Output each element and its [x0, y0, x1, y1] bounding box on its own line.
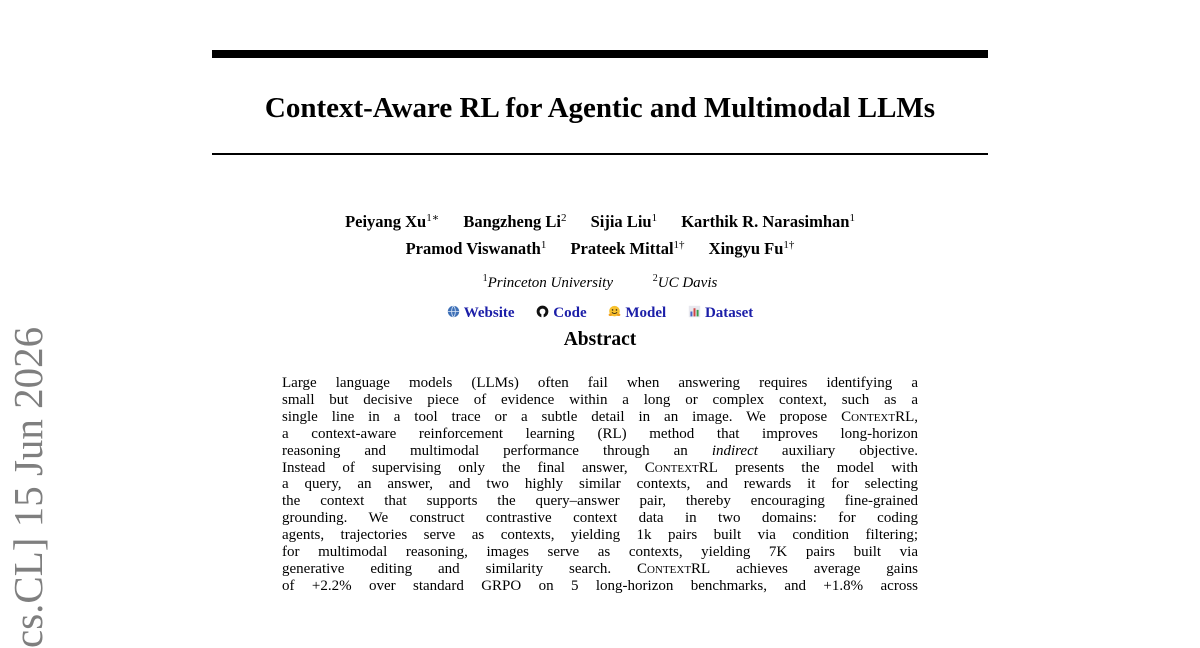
paper-title: Context-Aware RL for Agentic and Multimodal LLMs: [264, 92, 936, 124]
abstract-line: generative editing and similarity search. ContextRL achieves average gains: [282, 560, 918, 577]
author-line-1: [212, 208, 988, 235]
affiliation: $^1$Princeton University: [482, 273, 614, 291]
author: Bangzheng Li$^2$: [463, 212, 567, 231]
globe-icon: [447, 305, 460, 318]
abstract-line: the context that supports the query–answer pair, thereby encouraging fine-grained: [282, 493, 918, 510]
abstract-line: reasoning and multimodal performance through an indirect auxiliary objective.: [282, 442, 918, 459]
abstract-line: of +2.2% over standard GRPO on 5 long-horizon benchmarks, and +1.8% across: [282, 577, 918, 594]
author: Prateek Mittal$^{1\dagger}$: [570, 239, 685, 258]
author: Peiyang $Xu^{1∗}$: [345, 212, 440, 231]
abstract-line: single line in a tool trace or a subtle detail in an image. We propose ContextRL,: [282, 408, 918, 425]
author-line-2: [212, 235, 988, 262]
title-top-rule: [212, 50, 988, 58]
method-name: ContextRL: [644, 459, 718, 476]
website-link[interactable]: Website: [447, 305, 519, 321]
emphasis: indirect: [711, 442, 758, 459]
dataset-link[interactable]: Dataset: [688, 305, 753, 321]
affiliations: [212, 272, 988, 294]
hugging-face-icon: [608, 305, 621, 318]
affiliation: $^2$UC Davis: [652, 273, 718, 291]
abstract-line: for multimodal reasoning, images serve as contexts, yielding 7K pairs built via: [282, 544, 918, 561]
bar-chart-icon: [688, 305, 701, 318]
code-link[interactable]: Code: [536, 305, 590, 321]
github-icon: [536, 305, 549, 318]
title-bottom-rule: [212, 153, 988, 155]
author: Pramod Viswanath$^1$: [405, 239, 547, 258]
author: Karthik R. Narasimhan$^1$: [681, 212, 855, 231]
arxiv-stamp: cs.CL] 15 Jun 2026: [5, 326, 51, 648]
author: Xingyu $Fu^{1\dagger}$: [708, 239, 795, 258]
method-name: ContextRL: [841, 408, 915, 425]
abstract-body: [282, 375, 918, 595]
abstract-line: agents, trajectories serve as contexts, yielding 1k pairs built via condition filtering;: [282, 527, 918, 544]
abstract-line: grounding. We construct contrastive context data in two domains: for coding: [282, 510, 918, 527]
abstract-heading: Abstract: [563, 329, 637, 350]
abstract-line: Instead of supervising only the final answer, ContextRL presents the model with: [282, 459, 918, 476]
method-name: ContextRL: [637, 560, 711, 577]
abstract-line: a query, an answer, and two highly similar contexts, and rewards it for selecting: [282, 476, 918, 493]
author-list: [212, 208, 988, 262]
abstract-line: small but decisive piece of evidence within a long or complex context, such as a: [282, 391, 918, 408]
abstract-line: Large language models (LLMs) often fail when answering requires identifying a: [282, 375, 918, 391]
abstract-line: a context-aware reinforcement learning (RL) method that improves long-horizon: [282, 425, 918, 442]
model-link[interactable]: Model: [608, 305, 670, 321]
resource-links: [212, 302, 988, 324]
author: Sijia Liu$^1$: [590, 212, 658, 231]
